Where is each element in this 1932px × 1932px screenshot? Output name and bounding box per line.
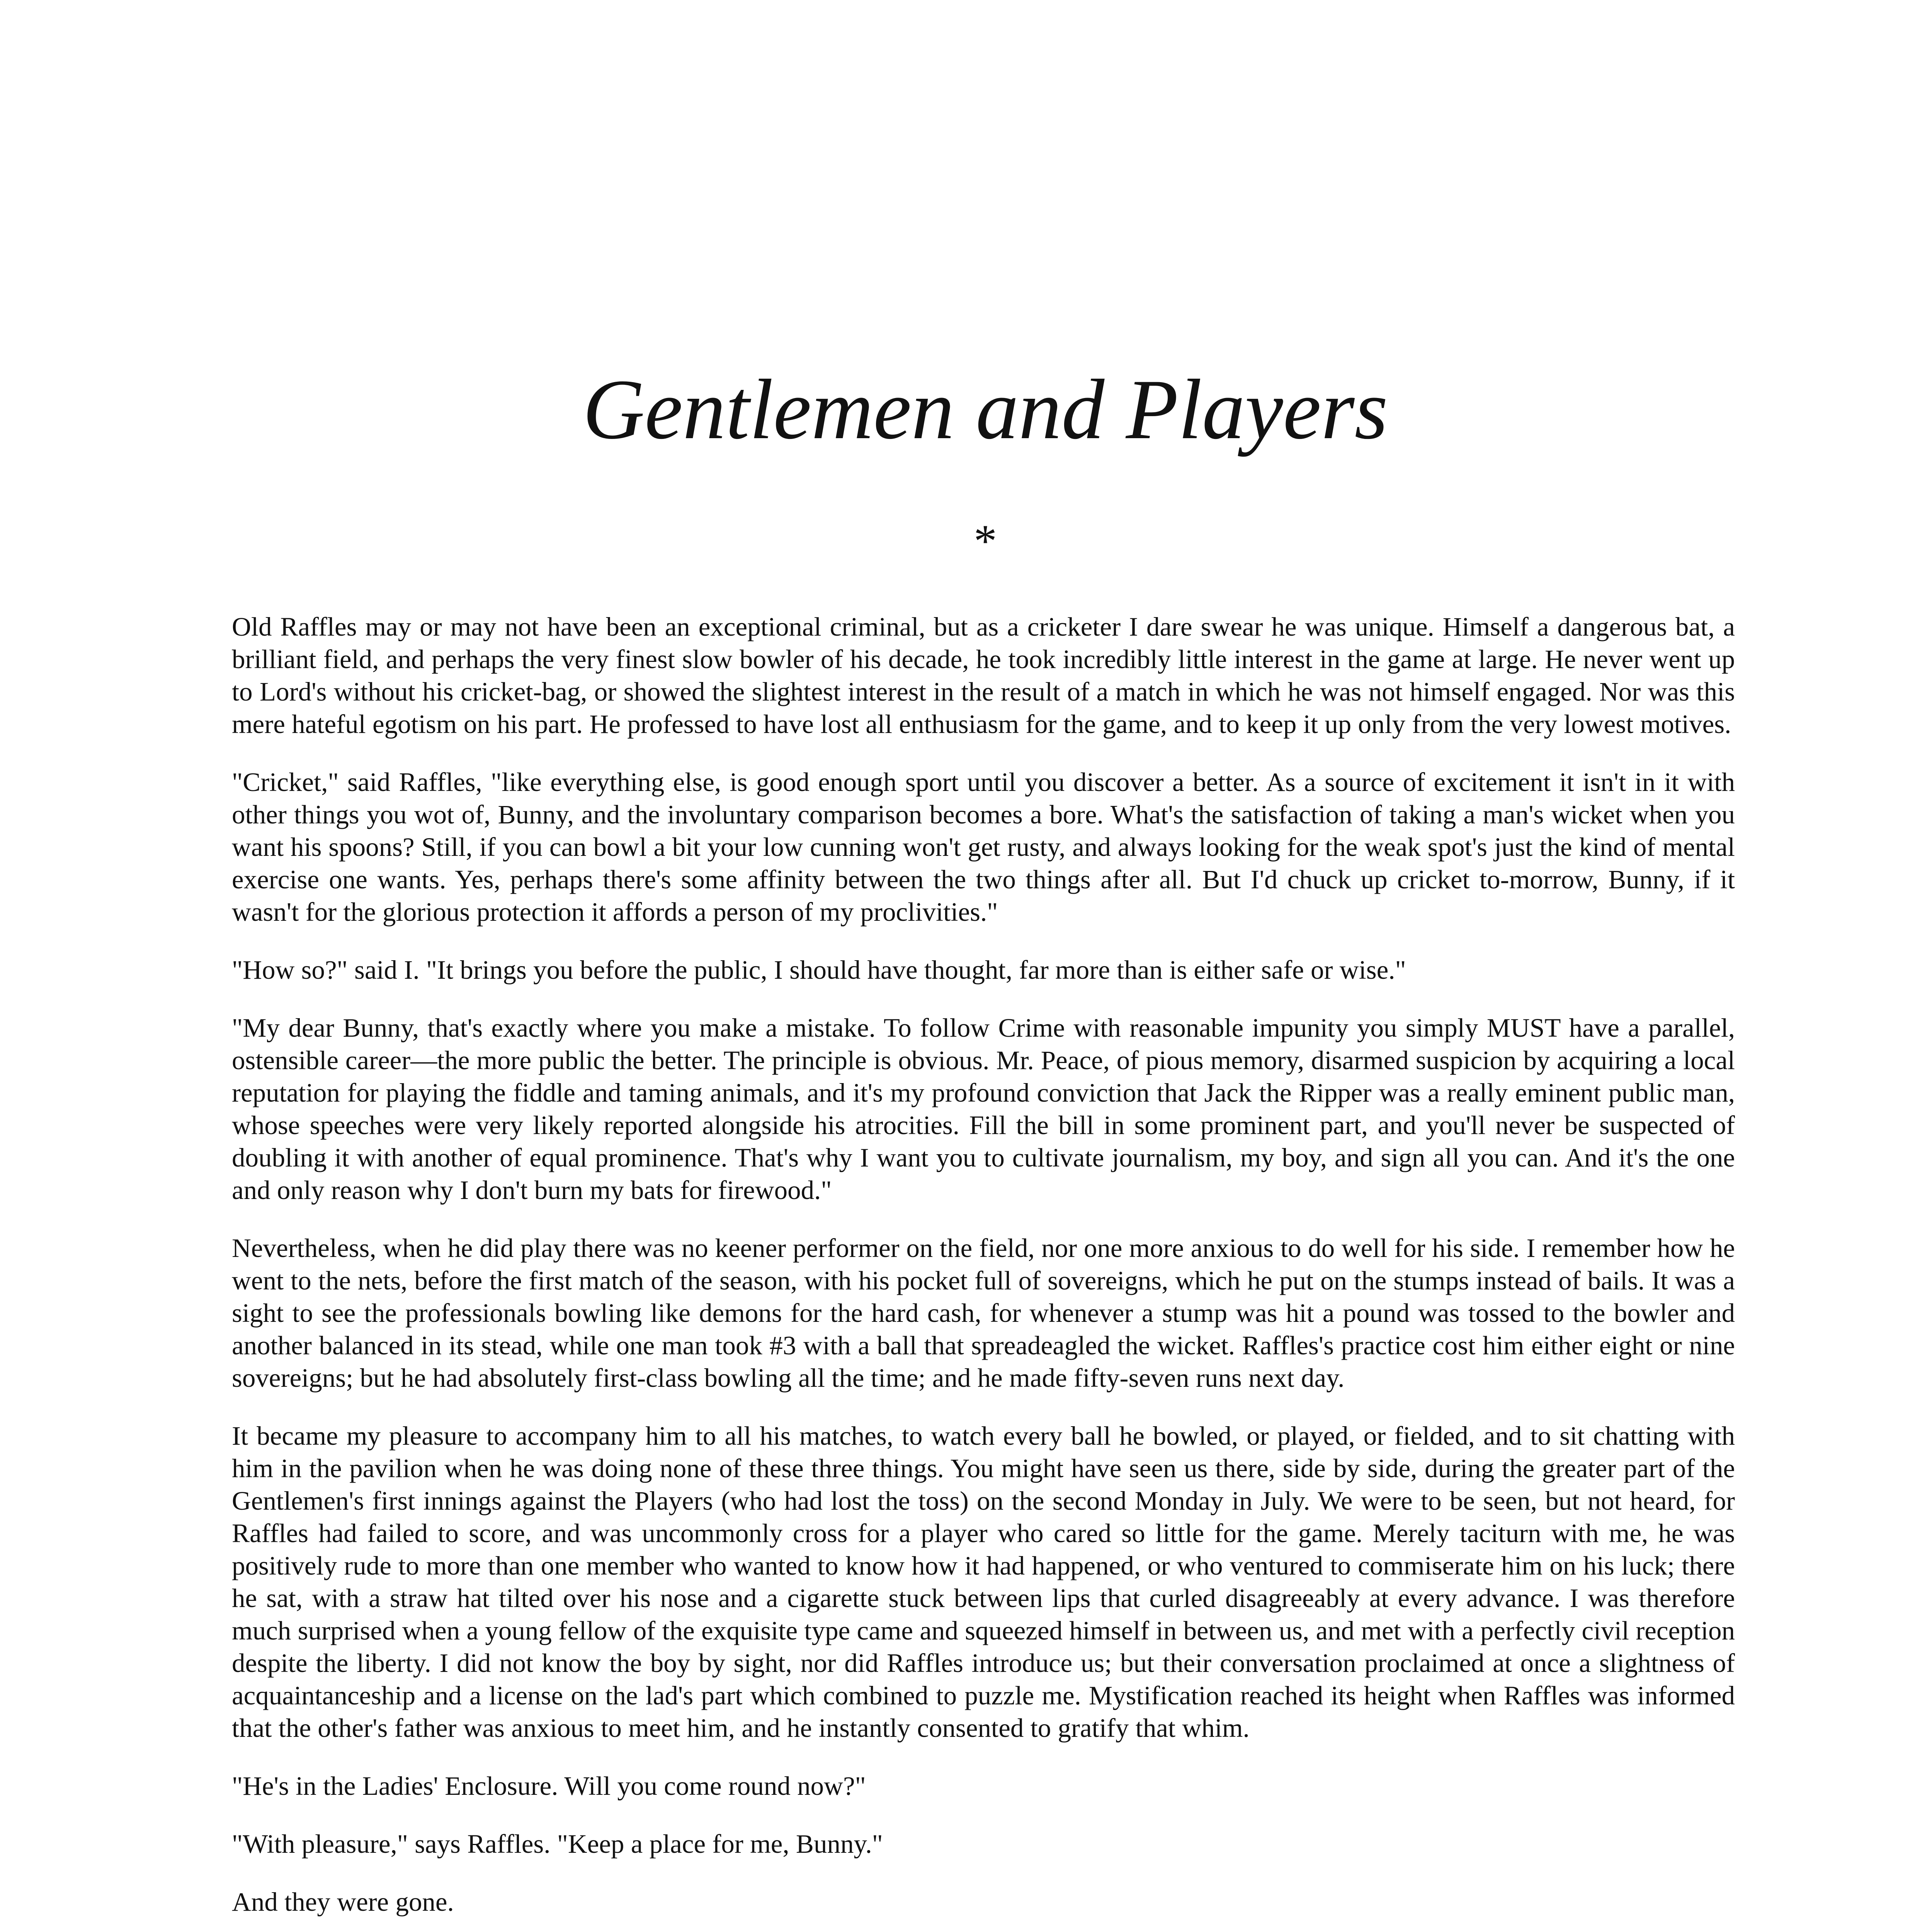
paragraph: "With pleasure," says Raffles. "Keep a place for me, Bunny." [232,1829,883,1859]
paragraph: Nevertheless, when he did play there was no keener performer on the field, nor one more anxious to do well for his side. I remember how he went to the nets, before the first match of the season, with his pocket full of sovereigns, which he put on the stumps instead of bails. It was a sight to see the professionals bowling like demons for the hard cash, for whenever a stump was hit a pound was tossed to the bowler and another balanced in its stead, while one man took #3 with a ball that spreadeagled the wicket. Raffles's practice cost him either eight or nine sovereigns; but he had absolutely first-class bowling all the time; and he made fifty-seven runs next day. [232,1233,1735,1393]
chapter-title: Gentlemen and Players [583,362,1388,457]
paragraph: "How so?" said I. "It brings you before the public, I should have thought, far more than is either safe or wise." [232,955,1406,985]
paragraph: It became my pleasure to accompany him to all his matches, to watch every ball he bowled, or played, or fielded, and to sit chatting with him in the pavilion when he was doing none of these three things. You might have seen us there, side by side, during the greater part of the Gentlemen's first innings against the Players (who had lost the toss) on the second Monday in July. We were to be seen, but not heard, for Raffles had failed to score, and was uncommonly cross for a player who cared so little for the game. Merely taciturn with me, he was positively rude to more than one member who wanted to know how it had happened, or who ventured to commiserate him on his luck; there he sat, with a straw hat tilted over his nose and a cigarette stuck between lips that curled disagreeably at every advance. I was therefore much surprised when a young fellow of the exquisite type came and squeezed himself in between us, and met with a perfectly civil reception despite the liberty. I did not know the boy by sight, nor did Raffles introduce us; but their conversation proclaimed at once a slightness of acquaintanceship and a license on the lad's part which combined to puzzle me. Mystification reached its height when Raffles was informed that the other's father was anxious to meet him, and he instantly consented to gratify that whim. [232,1421,1735,1743]
paragraph: "He's in the Ladies' Enclosure. Will you come round now?" [232,1771,866,1801]
paragraph: "Cricket," said Raffles, "like everything else, is good enough sport until you discover a better. As a source of excitement it isn't in it with other things you wot of, Bunny, and the involuntary comparison becomes a bore. What's the satisfaction of taking a man's wicket when you want his spoons? Still, if you can bowl a bit your low cunning won't get rusty, and always looking for the weak spot's just the kind of mental exercise one wants. Yes, perhaps there's some affinity between the two things after all. But I'd chuck up cricket to-morrow, Bunny, if it wasn't for the glorious protection it affords a person of my proclivities." [232,767,1735,927]
section-separator: * [974,515,997,566]
paragraph: Old Raffles may or may not have been an exceptional criminal, but as a cricketer I dare swear he was unique. Himself a dangerous bat, a brilliant field, and perhaps the very finest slow bowler of his decade, he took incredibly little interest in the game at large. He never went up to Lord's without his cricket-bag, or showed the slightest interest in the result of a match in which he was not himself engaged. Nor was this mere hateful egotism on his part. He professed to have lost all enthusiasm for the game, and to keep it up only from the very lowest motives. [232,612,1735,739]
paragraph: "My dear Bunny, that's exactly where you make a mistake. To follow Crime with reasonable impunity you simply MUST have a parallel, ostensible career—the more public the better. The principle is obvious. Mr. Peace, of pious memory, disarmed suspicion by acquiring a local reputation for playing the fiddle and taming animals, and it's my profound conviction that Jack the Ripper was a really eminent public man, whose speeches were very likely reported alongside his atrocities. Fill the bill in some prominent part, and you'll never be suspected of doubling it with another of equal prominence. That's why I want you to cultivate journalism, my boy, and sign all you can. And it's the one and only reason why I don't burn my bats for firewood." [232,1013,1735,1205]
paragraph: And they were gone. [232,1887,454,1917]
body-text [232,611,1735,1932]
